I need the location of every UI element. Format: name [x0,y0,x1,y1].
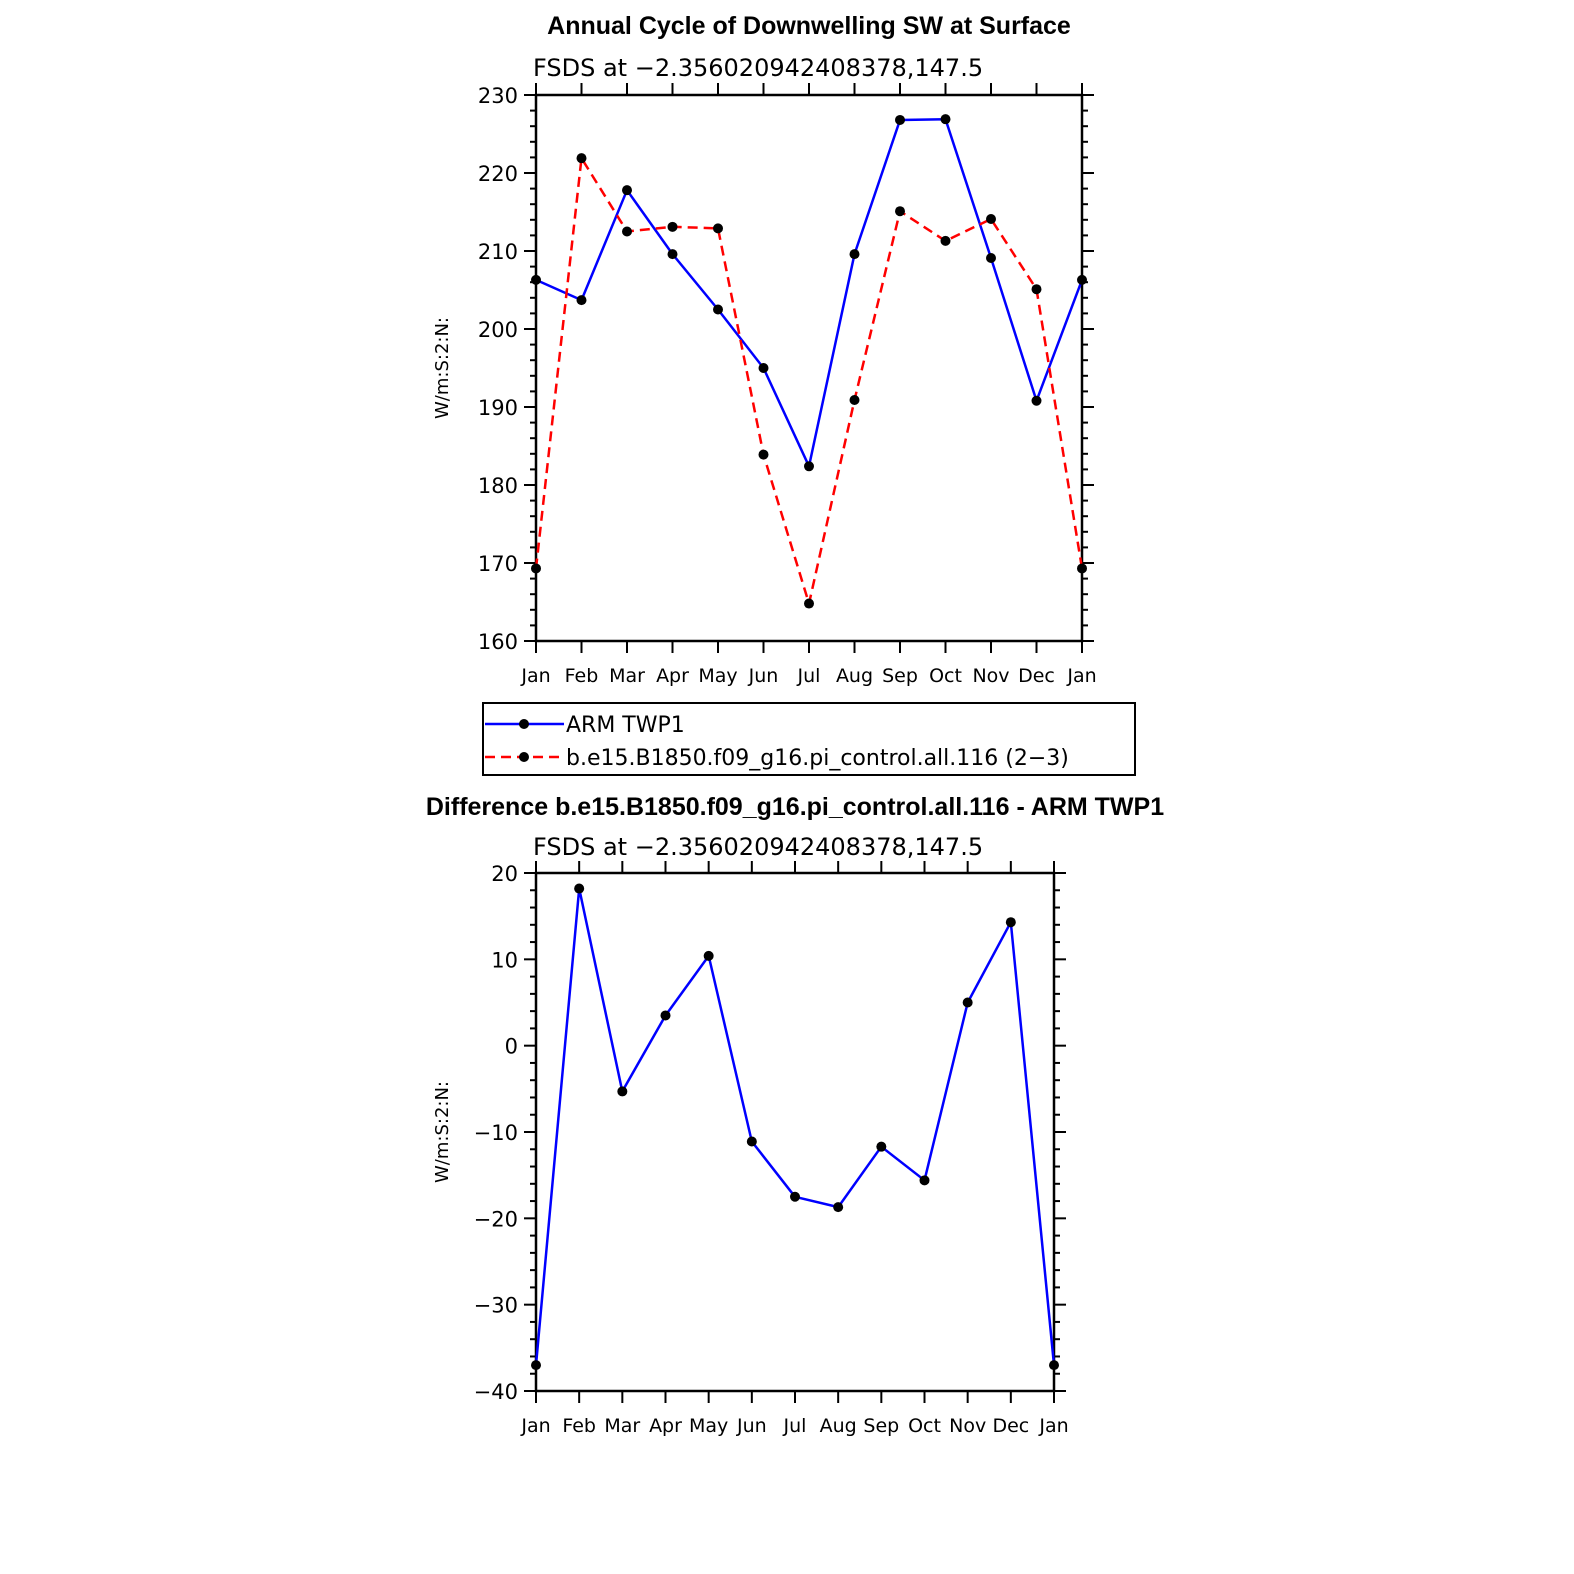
chart-2-title: Difference b.e15.B1850.f09_g16.pi_control.all.116 - ARM TWP1 [425,793,1165,821]
y-tick-label: −10 [473,1121,518,1145]
data-point [1049,1360,1059,1370]
data-point [531,275,541,285]
data-point [713,305,723,315]
x-tick-label: Jan [1067,665,1097,687]
x-tick-label: Oct [929,665,962,687]
chart-2-plot [432,861,1069,1437]
series-line-1 [536,158,1082,603]
data-point [876,1142,886,1152]
x-tick-label: Apr [656,665,689,687]
x-tick-label: Aug [835,665,874,687]
data-point [617,1086,627,1096]
legend-label-arm: ARM TWP1 [566,713,685,738]
y-tick-label: 10 [491,948,518,973]
data-point [713,223,723,233]
plot-frame [536,95,1082,641]
data-point [622,185,632,195]
data-point [986,253,996,263]
data-point [661,1010,671,1020]
x-tick-label: Oct [908,1415,941,1437]
data-point [759,363,769,373]
x-tick-label: May [689,1415,729,1437]
legend-marker-arm [519,719,529,729]
data-point [833,1202,843,1212]
y-tick-label: 180 [477,474,518,498]
y-axis-label: W/m:S:2:N: [432,1081,453,1183]
data-point [941,114,951,124]
data-point [531,563,541,573]
x-tick-label: Feb [564,665,599,687]
y-tick-label: 20 [491,862,518,886]
legend [483,703,1135,775]
x-tick-label: Mar [609,665,645,687]
data-point [920,1175,930,1185]
x-tick-label: Sep [882,665,918,687]
data-point [941,236,951,246]
data-point [577,153,587,163]
x-tick-label: Jan [1039,1415,1069,1437]
plot-frame [536,873,1054,1391]
data-point [1077,563,1087,573]
data-point [1032,284,1042,294]
y-tick-label: 220 [477,162,518,186]
x-tick-label: Feb [562,1415,596,1437]
x-tick-label: Sep [863,1415,900,1437]
x-tick-label: Aug [819,1415,857,1437]
chart-1-plot [432,83,1097,687]
chart-2-subtitle: FSDS at −2.356020942408378,147.5 [533,833,984,861]
chart-1-subtitle: FSDS at −2.356020942408378,147.5 [533,54,984,82]
data-point [895,115,905,125]
data-point [1006,917,1016,927]
y-tick-label: 0 [504,1034,518,1059]
x-tick-label: Jan [521,1415,551,1437]
data-point [850,249,860,259]
data-point [963,998,973,1008]
data-point [790,1192,800,1202]
y-tick-label: 190 [477,396,518,420]
y-axis-label: W/m:S:2:N: [432,317,453,419]
data-point [986,214,996,224]
y-tick-label: 210 [477,240,518,264]
legend-label-model: b.e15.B1850.f09_g16.pi_control.all.116 (2−3) [566,746,1069,771]
chart-1-title: Annual Cycle of Downwelling SW at Surface [547,12,1071,40]
series-line-0 [536,889,1054,1366]
data-point [895,206,905,216]
data-point [622,227,632,237]
x-tick-label: Jan [521,665,551,687]
x-tick-label: Jul [797,665,821,687]
x-tick-label: Nov [972,665,1010,687]
data-point [804,599,814,609]
x-tick-label: Apr [649,1415,682,1437]
y-tick-label: −40 [473,1380,518,1404]
data-point [574,884,584,894]
data-point [1032,396,1042,406]
data-point [531,1360,541,1370]
x-tick-label: Jun [736,1415,767,1437]
legend-marker-model [519,752,529,762]
x-tick-label: Jun [748,665,779,687]
data-point [668,222,678,232]
data-point [704,951,714,961]
data-point [759,450,769,460]
data-point [1077,275,1087,285]
series-line-0 [536,119,1082,466]
y-tick-label: −20 [473,1207,518,1232]
y-tick-label: 160 [477,630,518,654]
data-point [747,1136,757,1146]
x-tick-label: Mar [604,1415,641,1437]
x-tick-label: May [698,665,738,687]
y-tick-label: −30 [473,1293,518,1318]
data-point [668,249,678,259]
y-tick-label: 230 [477,84,518,108]
data-point [850,395,860,405]
y-tick-label: 200 [477,318,518,342]
x-tick-label: Nov [949,1415,987,1437]
y-tick-label: 170 [477,552,518,576]
x-tick-label: Dec [992,1415,1030,1437]
x-tick-label: Jul [783,1415,807,1437]
data-point [804,461,814,471]
x-tick-label: Dec [1018,665,1055,687]
data-point [577,295,587,305]
